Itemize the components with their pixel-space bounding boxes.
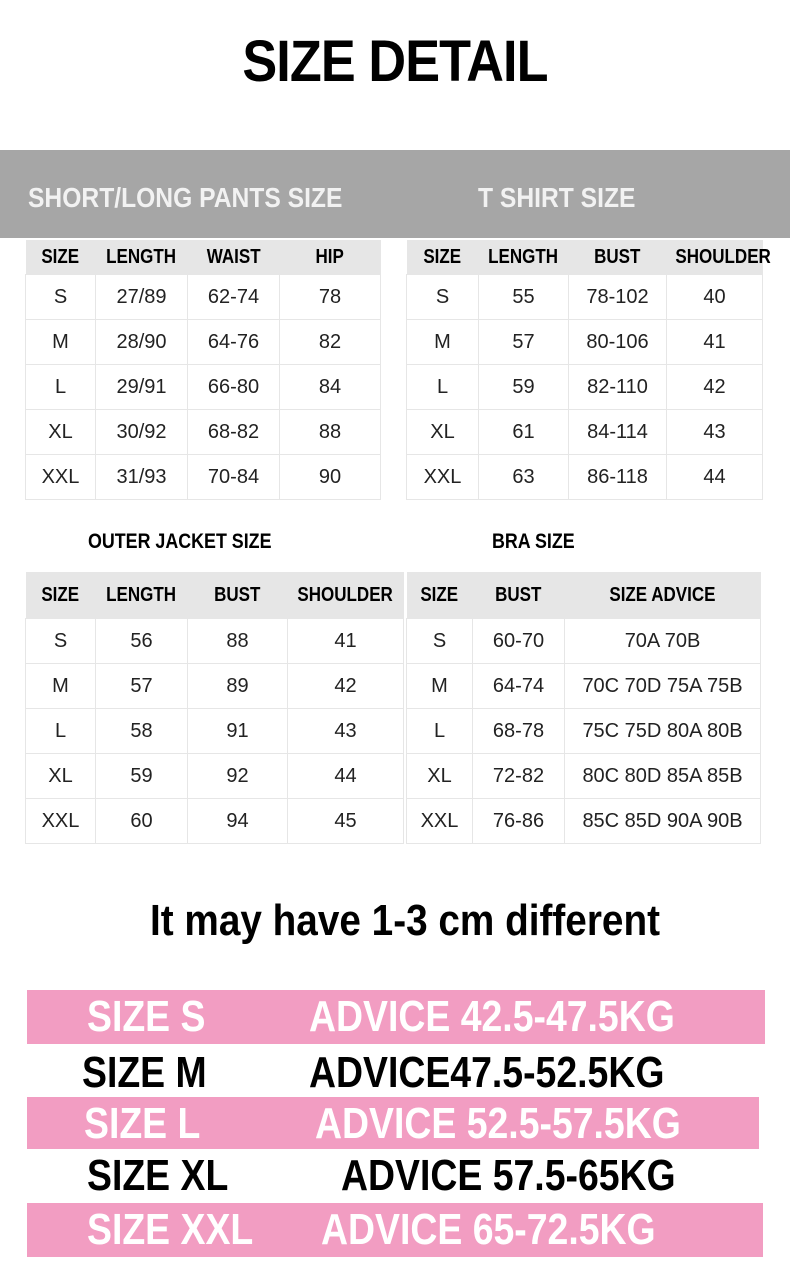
advice-weight-text: ADVICE 42.5-47.5KG <box>309 992 675 1041</box>
advice-row-xxl <box>27 1203 763 1257</box>
table-row <box>26 754 404 799</box>
table-cell: 42 <box>288 664 404 709</box>
table-cell: 43 <box>288 709 404 754</box>
table-row <box>26 410 381 455</box>
bra-size-table <box>406 572 761 844</box>
table-cell: 82 <box>280 320 381 365</box>
table-row <box>407 664 761 709</box>
table-cell: 60 <box>96 799 188 844</box>
table-cell: 86-118 <box>569 455 667 500</box>
table-header: BUST <box>569 240 667 275</box>
table-cell: XL <box>407 410 479 455</box>
table-cell: 40 <box>667 275 763 320</box>
table-cell: 45 <box>288 799 404 844</box>
table-cell: 85C 85D 90A 90B <box>565 799 761 844</box>
advice-row-xl <box>27 1149 765 1203</box>
table-row <box>407 365 763 410</box>
table-cell: L <box>26 365 96 410</box>
table-cell: 80-106 <box>569 320 667 365</box>
table-header: BUST <box>473 572 565 619</box>
tshirt-size-table <box>406 240 771 500</box>
table-cell: 64-74 <box>473 664 565 709</box>
table-cell: 63 <box>479 455 569 500</box>
table-cell: S <box>26 619 96 664</box>
table-row <box>26 455 381 500</box>
table-cell: 43 <box>667 410 763 455</box>
table-cell: 64-76 <box>188 320 280 365</box>
pants-section-label: SHORT/LONG PANTS SIZE <box>28 182 343 213</box>
table-header: SIZE <box>407 240 479 275</box>
table-cell: S <box>26 275 96 320</box>
table-cell: XXL <box>407 799 473 844</box>
table-cell: 89 <box>188 664 288 709</box>
table-row <box>26 275 381 320</box>
table-cell: 90 <box>280 455 381 500</box>
table-cell: 28/90 <box>96 320 188 365</box>
pants-size-table <box>25 240 381 500</box>
table-cell: 41 <box>288 619 404 664</box>
table-row <box>26 619 404 664</box>
table-cell: 66-80 <box>188 365 280 410</box>
table-cell: 29/91 <box>96 365 188 410</box>
advice-weight-text: ADVICE 65-72.5KG <box>321 1205 656 1254</box>
table-cell: 30/92 <box>96 410 188 455</box>
table-cell: 57 <box>479 320 569 365</box>
table-cell: 75C 75D 80A 80B <box>565 709 761 754</box>
table-cell: 78 <box>280 275 381 320</box>
table-cell: L <box>407 365 479 410</box>
table-cell: M <box>26 664 96 709</box>
table-cell: L <box>407 709 473 754</box>
table-cell: 88 <box>280 410 381 455</box>
advice-weight-text: ADVICE 57.5-65KG <box>341 1151 676 1200</box>
table-cell: 84-114 <box>569 410 667 455</box>
table-cell: 44 <box>667 455 763 500</box>
table-cell: 88 <box>188 619 288 664</box>
table-cell: M <box>26 320 96 365</box>
advice-row-m <box>27 1046 765 1100</box>
table-row <box>26 709 404 754</box>
page-title: SIZE DETAIL <box>242 29 548 94</box>
table-row <box>407 709 761 754</box>
table-cell: 59 <box>479 365 569 410</box>
table-row <box>26 799 404 844</box>
table-cell: 42 <box>667 365 763 410</box>
tshirt-section-label: T SHIRT SIZE <box>478 182 636 213</box>
table-cell: 92 <box>188 754 288 799</box>
advice-row-l <box>27 1097 759 1151</box>
table-cell: 60-70 <box>473 619 565 664</box>
table-cell: S <box>407 275 479 320</box>
table-header: HIP <box>280 240 381 275</box>
table-cell: 68-78 <box>473 709 565 754</box>
advice-size-label: SIZE L <box>84 1099 201 1148</box>
table-row <box>407 455 763 500</box>
table-cell: 78-102 <box>569 275 667 320</box>
table-header: WAIST <box>188 240 280 275</box>
table-cell: XXL <box>407 455 479 500</box>
table-row <box>407 619 761 664</box>
advice-row-s <box>27 990 765 1044</box>
table-header: LENGTH <box>96 572 188 619</box>
table-cell: 68-82 <box>188 410 280 455</box>
table-header: SIZE <box>26 572 96 619</box>
table-cell: 82-110 <box>569 365 667 410</box>
advice-size-label: SIZE XXL <box>87 1205 254 1254</box>
table-row <box>407 754 761 799</box>
jacket-size-table <box>25 572 404 844</box>
table-cell: 55 <box>479 275 569 320</box>
table-header: SHOULDER <box>288 572 404 619</box>
table-cell: M <box>407 664 473 709</box>
table-cell: 57 <box>96 664 188 709</box>
table-cell: XL <box>26 410 96 455</box>
table-cell: 76-86 <box>473 799 565 844</box>
measurement-note: It may have 1-3 cm different <box>149 896 660 945</box>
table-cell: 61 <box>479 410 569 455</box>
table-row <box>407 320 763 365</box>
table-cell: 91 <box>188 709 288 754</box>
table-cell: 31/93 <box>96 455 188 500</box>
table-row <box>26 365 381 410</box>
advice-size-label: SIZE XL <box>87 1151 229 1200</box>
table-cell: 84 <box>280 365 381 410</box>
table-header: SIZE <box>26 240 96 275</box>
table-cell: 41 <box>667 320 763 365</box>
table-header: BUST <box>188 572 288 619</box>
jacket-section-label: OUTER JACKET SIZE <box>88 530 272 553</box>
table-cell: XXL <box>26 455 96 500</box>
table-cell: 72-82 <box>473 754 565 799</box>
table-row <box>407 410 763 455</box>
table-row <box>26 664 404 709</box>
table-cell: XXL <box>26 799 96 844</box>
table-header: SHOULDER <box>667 240 763 275</box>
table-cell: 58 <box>96 709 188 754</box>
advice-size-label: SIZE M <box>82 1048 207 1097</box>
table-header: LENGTH <box>479 240 569 275</box>
table-cell: 27/89 <box>96 275 188 320</box>
table-cell: XL <box>26 754 96 799</box>
table-cell: 80C 80D 85A 85B <box>565 754 761 799</box>
table-cell: S <box>407 619 473 664</box>
table-row <box>26 320 381 365</box>
advice-size-label: SIZE S <box>87 992 206 1041</box>
table-cell: L <box>26 709 96 754</box>
table-header: SIZE <box>407 572 473 619</box>
advice-weight-text: ADVICE 52.5-57.5KG <box>315 1099 681 1148</box>
bra-section-label: BRA SIZE <box>492 530 575 553</box>
table-header: LENGTH <box>96 240 188 275</box>
table-cell: 70C 70D 75A 75B <box>565 664 761 709</box>
table-cell: 94 <box>188 799 288 844</box>
table-row <box>407 275 763 320</box>
table-cell: 56 <box>96 619 188 664</box>
table-cell: 70A 70B <box>565 619 761 664</box>
table-cell: M <box>407 320 479 365</box>
table-row <box>407 799 761 844</box>
table-cell: 62-74 <box>188 275 280 320</box>
table-cell: 70-84 <box>188 455 280 500</box>
table-cell: 44 <box>288 754 404 799</box>
table-cell: XL <box>407 754 473 799</box>
table-header: SIZE ADVICE <box>565 572 761 619</box>
table-cell: 59 <box>96 754 188 799</box>
advice-weight-text: ADVICE47.5-52.5KG <box>309 1048 665 1097</box>
